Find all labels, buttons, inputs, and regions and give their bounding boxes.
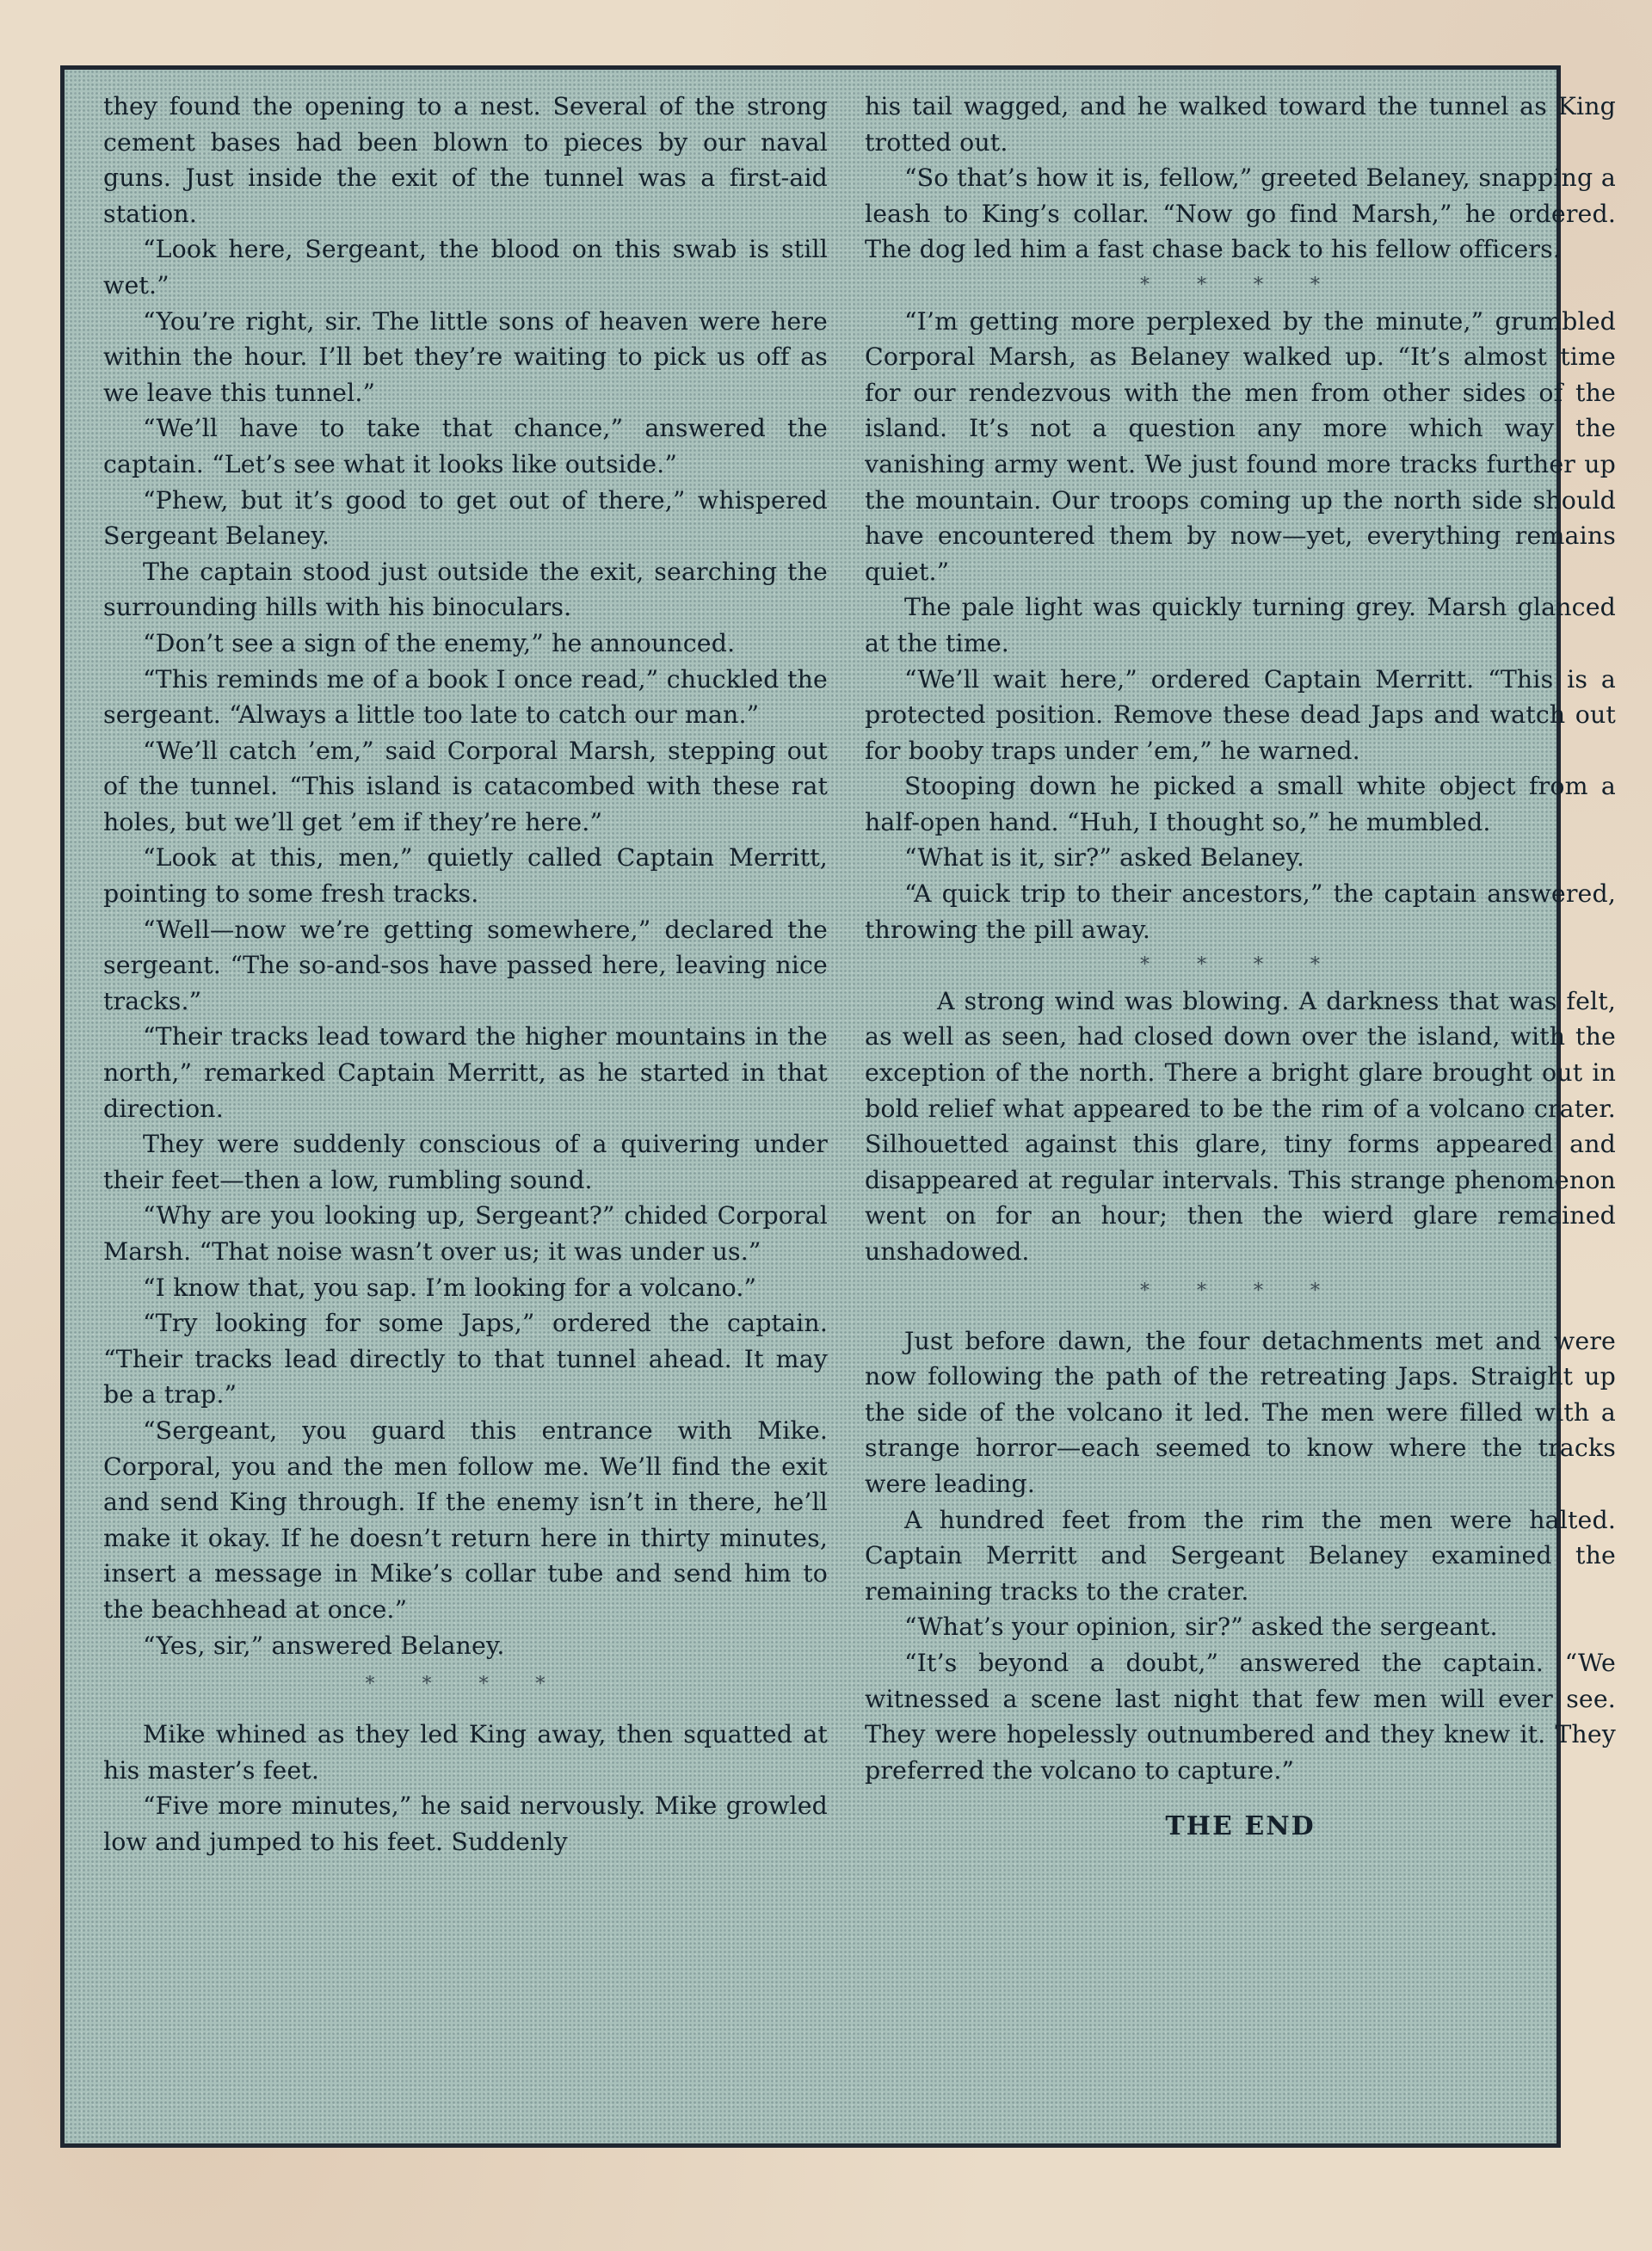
scene-break-separator: * * * * [365, 1674, 566, 1696]
paragraph: “It’s beyond a doubt,” answered the captain. “We witnessed a scene last night that few men will ever see. They were hopelessly outnumbered and they knew it. They preferred the volcano to capture.” [865, 1648, 1616, 1785]
paragraph: Mike whined as they led King away, then squatted at his master’s feet. [103, 1720, 828, 1785]
paragraph: The pale light was quickly turning grey. Marsh glanced at the time. [865, 593, 1616, 657]
paragraph: “Why are you looking up, Sergeant?” chided Corporal Marsh. “That noise wasn’t over us; it was under us.” [103, 1201, 828, 1266]
scene-break-separator: * * * * [1140, 954, 1341, 977]
paragraph: “A quick trip to their ancestors,” the captain answered, throwing the pill away. [865, 879, 1616, 944]
paragraph: “We’ll catch ’em,” said Corporal Marsh, stepping out of the tunnel. “This island is catacombed with these rat holes, but we’ll get ’em if they’re here.” [103, 736, 828, 836]
paragraph: “What’s your opinion, sir?” asked the sergeant. [904, 1613, 1498, 1642]
paragraph: “Try looking for some Japs,” ordered the captain. “Their tracks lead directly to that tunnel ahead. It may be a trap.” [103, 1309, 828, 1409]
paragraph: A hundred feet from the rim the men were halted. Captain Merritt and Sergeant Belaney examined the remaining tracks to the crater. [865, 1505, 1616, 1606]
paragraph: A strong wind was blowing. A darkness that was felt, as well as seen, had closed down over the island, with the exception of the north. There a bright glare brought out in bold relief what appeared to be the rim of a volcano crater. Silhouetted against this glare, tiny forms appeared and disappeared at regular intervals. This strange phenomenon went on for an hour; then the wierd glare remained unshadowed. [865, 986, 1616, 1266]
paragraph: “You’re right, sir. The little sons of heaven were here within the hour. I’ll bet they’re waiting to pick us off as we leave this tunnel.” [103, 306, 828, 407]
paragraph: “I know that, you sap. I’m looking for a volcano.” [143, 1273, 757, 1302]
paragraph: “So that’s how it is, fellow,” greeted Belaney, snapping a leash to King’s collar. “Now go find Marsh,” he ordered. The dog led him a fast chase back to his fellow officers. [865, 163, 1616, 264]
paragraph: “Well—now we’re getting somewhere,” declared the sergeant. “The so-and-sos have passed here, leaving nice tracks.” [103, 915, 828, 1015]
paragraph: they found the opening to a nest. Several of the strong cement bases had been blown to pieces by our naval guns. Just inside the exit of the tunnel was a first-aid station. [103, 92, 828, 228]
paragraph: “Phew, but it’s good to get out of there,” whispered Sergeant Belaney. [103, 485, 828, 551]
scene-break-separator: * * * * [1140, 274, 1341, 296]
paragraph: “Sergeant, you guard this entrance with Mike. Corporal, you and the men follow me. We’ll find the exit and send King through. If the enemy isn’t in there, he’ll make it okay. If he doesn’t return here in thirty minutes, insert a message in Mike’s collar tube and send him to the beachhead at once.” [103, 1415, 828, 1624]
left-text-column [103, 89, 828, 1860]
paragraph: “This reminds me of a book I once read,” chuckled the sergeant. “Always a little too late to catch our man.” [103, 664, 828, 730]
paragraph: Stooping down he picked a small white object from a half-open hand. “Huh, I thought so,” he mumbled. [865, 772, 1616, 836]
paragraph: “Look here, Sergeant, the blood on this swab is still wet.” [103, 235, 828, 299]
paragraph: Just before dawn, the four detachments met and were now following the path of the retreating Japs. Straight up the side of the volcano it led. The men were filled with a strange horror—each seemed to know where the tracks were leading. [865, 1326, 1616, 1498]
scene-break-separator: * * * * [1140, 1280, 1341, 1302]
paragraph: They were suddenly conscious of a quivering under their feet—then a low, rumbling sound. [103, 1130, 828, 1194]
paragraph: “Look at this, men,” quietly called Captain Merritt, pointing to some fresh tracks. [103, 843, 828, 909]
paragraph: “Don’t see a sign of the enemy,” he announced. [143, 628, 736, 657]
paragraph: “What is it, sir?” asked Belaney. [904, 843, 1305, 873]
paragraph: “Five more minutes,” he said nervously. Mike growled low and jumped to his feet. Suddenly [103, 1792, 828, 1856]
story-text-panel [60, 65, 1616, 2148]
paragraph: “I’m getting more perplexed by the minute,” grumbled Corporal Marsh, as Belaney walked up. “It’s almost time for our rendezvous with the men from other sides of the island. It’s not a question any more which way the vanishing army went. We just found more tracks further up the mountain. Our troops coming up the north side should have encountered them by now—yet, everything remains quiet.” [865, 306, 1616, 586]
paragraph: “We’ll have to take that chance,” answered the captain. “Let’s see what it looks like outside.” [103, 414, 828, 478]
paragraph: his tail wagged, and he walked toward the tunnel as King trotted out. [865, 92, 1616, 157]
right-text-column [865, 89, 1616, 1845]
the-end-heading: THE END [1165, 1811, 1316, 1842]
paragraph: “Their tracks lead toward the higher mountains in the north,” remarked Captain Merritt, as he started in that direction. [103, 1022, 828, 1123]
paragraph: “Yes, sir,” answered Belaney. [143, 1631, 505, 1660]
paragraph: “We’ll wait here,” ordered Captain Merritt. “This is a protected position. Remove these dead Japs and watch out for booby traps under ’em,” he warned. [865, 664, 1616, 765]
paragraph: The captain stood just outside the exit, searching the surrounding hills with his binoculars. [103, 557, 828, 622]
